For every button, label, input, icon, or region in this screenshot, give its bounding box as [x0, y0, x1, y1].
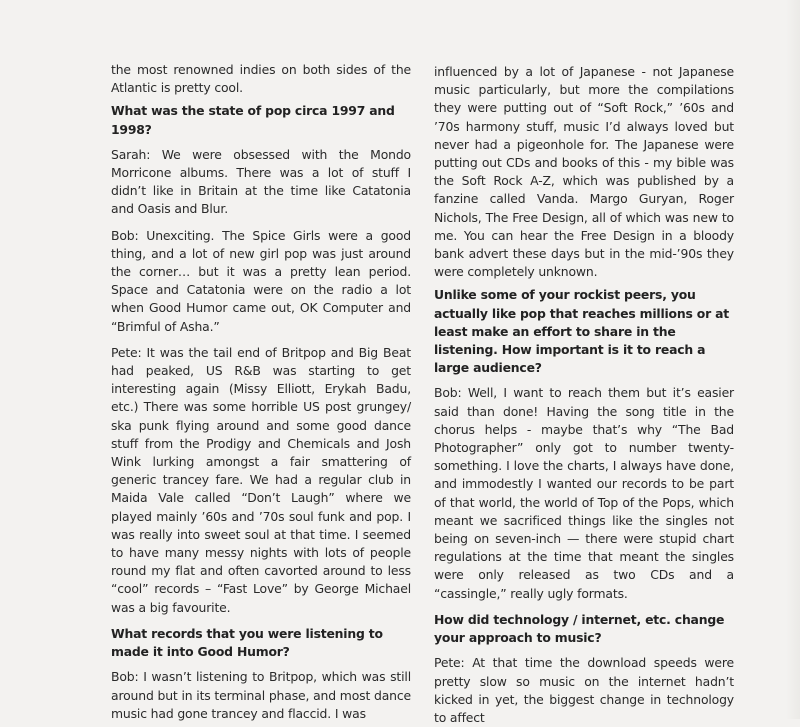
- answer-fragment: influenced by a lot of Japanese - not Japanese music particularly, but more the compilations they were putting out of “Soft Rock,” ’60s and ’70s harmony stuff, music I’d always loved but never had a pigeonhole for. The Japanese were putting out CDs and books of this - my bible was the Soft Rock A-Z, which was published by a fanzine called Vanda. Margo Guryan, Roger Nichols, The Free Design, all of which was new to me. You can hear the Free Design in a bloody bank advert these days but in the mid-’90s they were completely unknown.: [434, 64, 734, 280]
- interview-answer: Pete: It was the tail end of Britpop and Big Beat had peaked, US R&B was starting to get interesting again (Missy Elliott, Erykah Badu, etc.) There was some horrible US post grungey/ ska punk flying around and some good dance stuff from the Prodigy and Chemicals and Josh Wink lurking amongst a fair smattering of generic trancey fare. We had a regular club in Maida Vale called “Don’t Laugh” where we played mainly ’60s and ’70s soul funk and pop. I was really into sweet soul at that time. I seemed to have many messy nights with lots of people round my flat and often cavorted around to less “cool” records – “Fast Love” by George Michael was a big favourite.: [111, 344, 411, 615]
- interview-answer: Bob: Unexciting. The Spice Girls were a good thing, and a lot of new girl pop was just around the corner… but it was a pretty lean period. Space and Catatonia were on the radio a lot when Good Humor came out, OK Computer and “Brimful of Asha.”: [111, 227, 411, 334]
- interview-answer: Pete: At that time the download speeds were pretty slow so music on the internet hadn’t kicked in yet, the biggest change in technology to affect: [434, 655, 734, 725]
- left-column: [111, 61, 411, 723]
- interview-answer: Bob: I wasn’t listening to Britpop, which was still around but in its terminal phase, and most dance music had gone trancey and flaccid. I was: [111, 669, 411, 721]
- interview-answer: Bob: Well, I want to reach them but it’s easier said than done! Having the song title in the chorus helps - maybe that’s why “The Bad Photographer” only got to number twenty-something. I love the charts, I always have done, and immodestly I wanted our records to be part of that world, the world of Top of the Pops, which meant we sacrificed things like the singles not being on seven-inch — there were stupid chart regulations at the time that meant the singles were only released as two CDs and a “cassingle,” really ugly formats.: [434, 385, 734, 601]
- page-edge: [786, 0, 800, 719]
- interview-question: What was the state of pop circa 1997 and 1998?: [111, 103, 395, 137]
- interview-question: What records that you were listening to made it into Good Humor?: [111, 625, 383, 660]
- interview-answer: Sarah: We were obsessed with the Mondo Morricone albums. There was a lot of stuff I didn’t like in Britain at the time like Catatonia and Oasis and Blur.: [111, 146, 411, 217]
- right-column: [434, 63, 734, 727]
- answer-fragment: the most renowned indies on both sides of the Atlantic is pretty cool.: [111, 62, 411, 96]
- interview-question: Unlike some of your rockist peers, you actually like pop that reaches millions or at least make an effort to share in the listening. How important is it to reach a large audience?: [434, 287, 729, 376]
- interview-question: How did technology / internet, etc. change your approach to music?: [434, 611, 725, 646]
